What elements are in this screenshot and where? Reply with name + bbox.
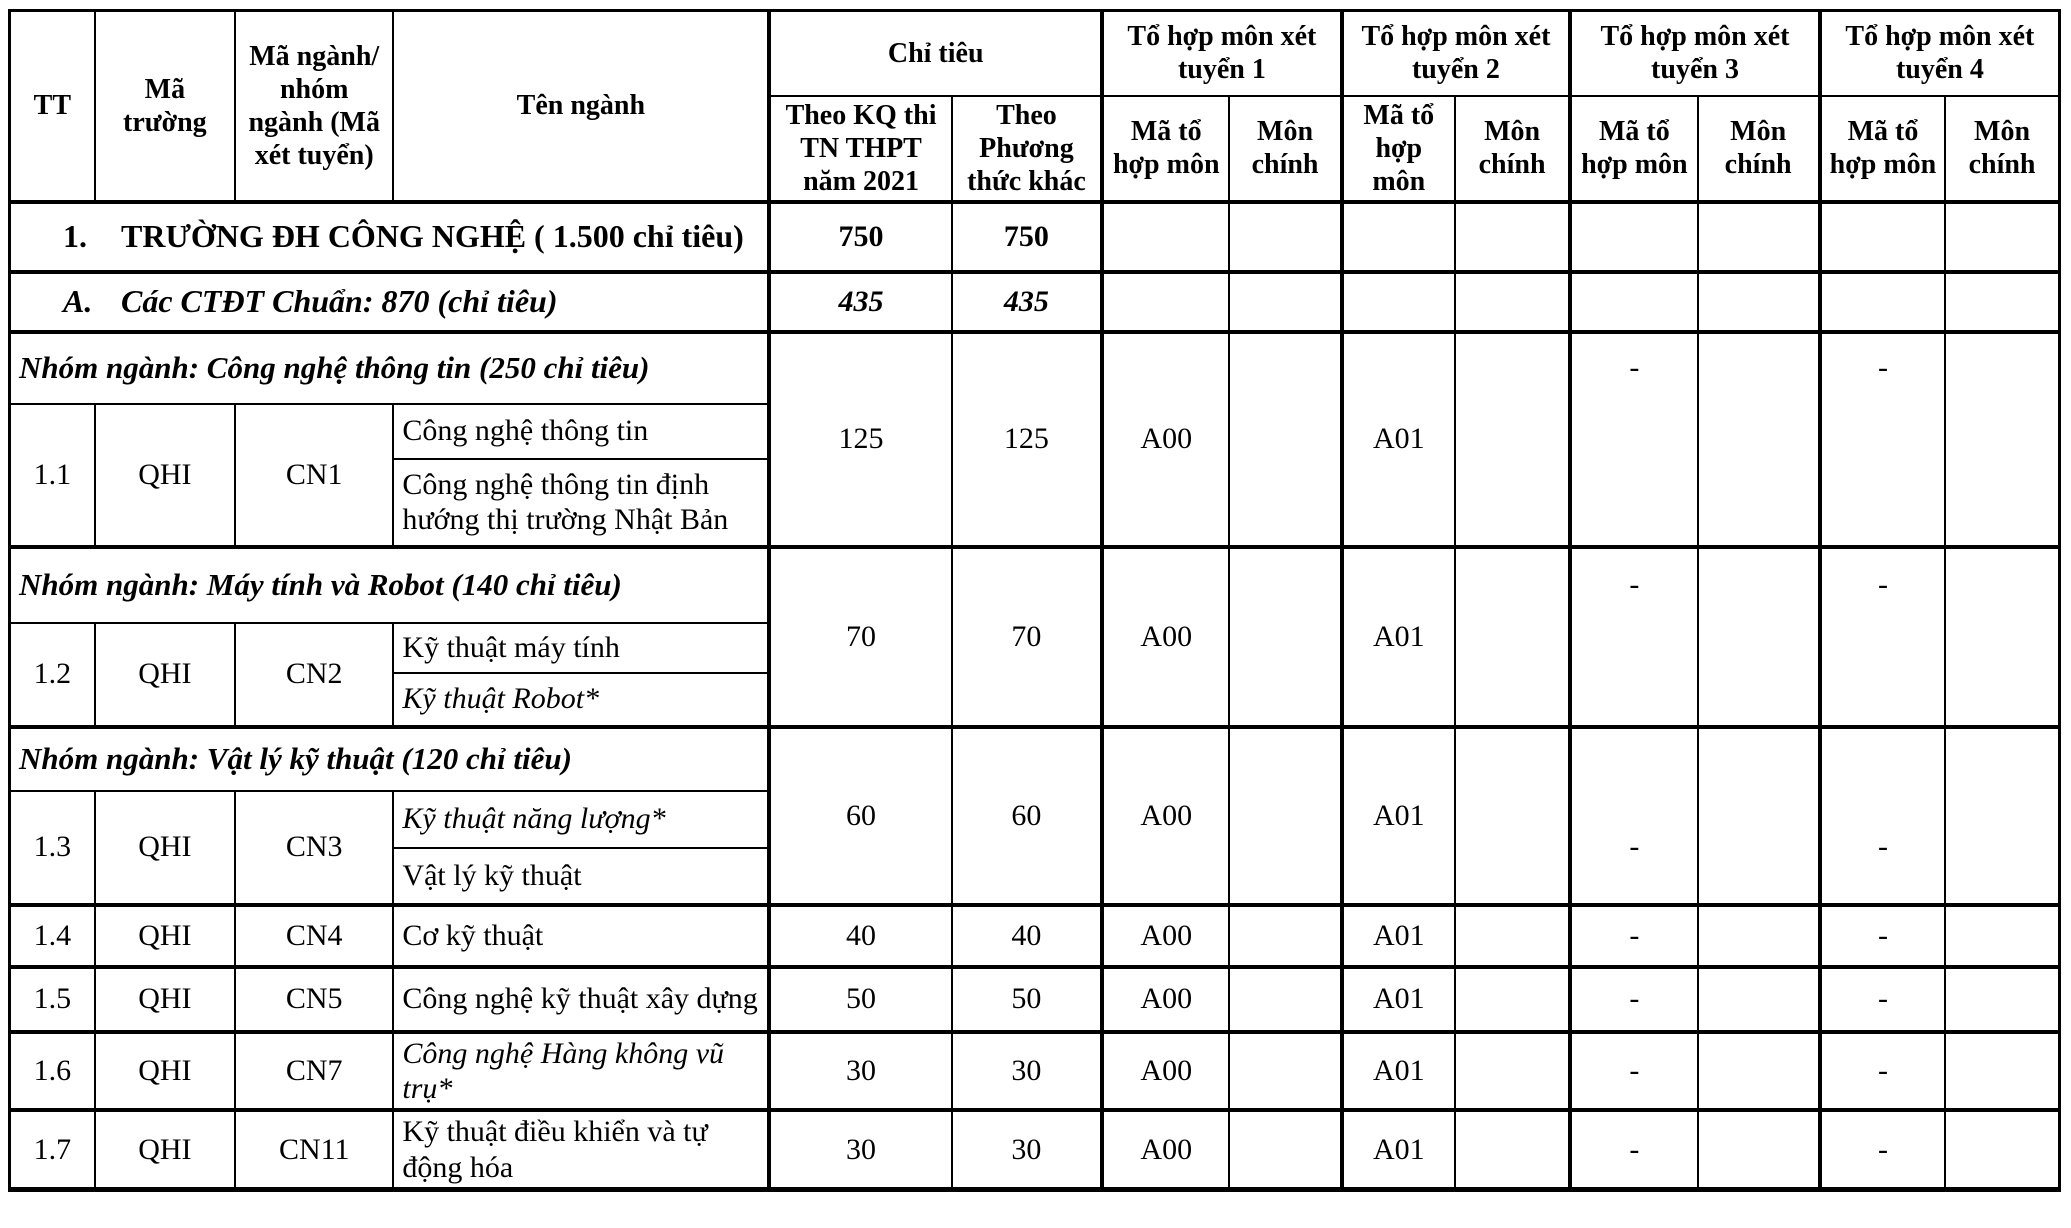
mon-chinh-2 (1455, 1032, 1570, 1111)
to-hop-4-code: - (1820, 905, 1945, 967)
group-header-to-hop-4: Tổ hợp môn xét tuyển 4 (1820, 11, 2060, 96)
empty-cell (1102, 272, 1229, 332)
row-index: 1.4 (10, 905, 95, 967)
mon-chinh-3 (1698, 1110, 1820, 1189)
empty-cell (1570, 202, 1697, 272)
empty-cell (1820, 272, 1945, 332)
to-hop-1-code: A00 (1102, 332, 1229, 547)
quota-other: 30 (952, 1110, 1102, 1189)
mon-chinh-3 (1698, 332, 1820, 547)
col-header-mon-chinh-2: Môn chính (1455, 96, 1570, 202)
mon-chinh-4 (1945, 332, 2059, 547)
to-hop-1-code: A00 (1102, 905, 1229, 967)
quota-thpt: 40 (769, 905, 951, 967)
col-header-ma-to-hop-2: Mã tổ hợp môn (1342, 96, 1455, 202)
mon-chinh-3 (1698, 967, 1820, 1032)
standard-programs-name: Các CTĐT Chuẩn: 870 (chỉ tiêu) (121, 282, 558, 319)
to-hop-2-code: A01 (1342, 332, 1455, 547)
school-code: QHI (95, 623, 235, 727)
row-index: 1.5 (10, 967, 95, 1032)
major-name: Vật lý kỹ thuật (393, 848, 769, 905)
col-header-ma-truong: Mã trường (95, 11, 235, 202)
school-code: QHI (95, 1110, 235, 1189)
quota-thpt: 30 (769, 1110, 951, 1189)
col-header-mon-chinh-3: Môn chính (1698, 96, 1820, 202)
group-header-chi-tieu: Chỉ tiêu (769, 11, 1102, 96)
quota-thpt: 30 (769, 1032, 951, 1111)
row-group-cntt (10, 332, 2060, 404)
to-hop-4-code: - (1820, 967, 1945, 1032)
mon-chinh-2 (1455, 332, 1570, 547)
major-name: Công nghệ kỹ thuật xây dựng (393, 967, 769, 1032)
mon-chinh-4 (1945, 547, 2059, 727)
major-name: Công nghệ Hàng không vũ trụ* (393, 1032, 769, 1111)
major-code: CN4 (235, 905, 393, 967)
row-1-4 (10, 905, 2060, 967)
quota-other: 435 (952, 272, 1102, 332)
major-name: Kỹ thuật máy tính (393, 623, 769, 673)
empty-cell (1455, 202, 1570, 272)
group-title-vatly: Nhóm ngành: Vật lý kỹ thuật (120 chỉ tiêu) (10, 727, 770, 791)
quota-thpt: 70 (769, 547, 951, 727)
mon-chinh-2 (1455, 1110, 1570, 1189)
row-index: 1.6 (10, 1032, 95, 1111)
to-hop-4-code: - (1820, 727, 1945, 905)
mon-chinh-1 (1229, 727, 1341, 905)
col-header-mon-chinh-4: Môn chính (1945, 96, 2059, 202)
to-hop-4-code: - (1820, 332, 1945, 547)
major-name: Kỹ thuật điều khiển và tự động hóa (393, 1110, 769, 1189)
quota-other: 125 (952, 332, 1102, 547)
mon-chinh-2 (1455, 727, 1570, 905)
to-hop-3-code: - (1570, 547, 1697, 727)
major-name: Cơ kỹ thuật (393, 905, 769, 967)
mon-chinh-3 (1698, 905, 1820, 967)
col-header-ma-to-hop-4: Mã tổ hợp môn (1820, 96, 1945, 202)
empty-cell (1102, 202, 1229, 272)
mon-chinh-4 (1945, 727, 2059, 905)
standard-programs-title (10, 272, 770, 332)
col-header-ten-nganh: Tên ngành (393, 11, 769, 202)
to-hop-3-code: - (1570, 1110, 1697, 1189)
row-index: 1.1 (10, 404, 95, 547)
section-letter: A. (63, 282, 93, 319)
to-hop-2-code: A01 (1342, 1032, 1455, 1111)
mon-chinh-1 (1229, 547, 1341, 727)
row-1-6 (10, 1032, 2060, 1111)
group-header-to-hop-3: Tổ hợp môn xét tuyển 3 (1570, 11, 1820, 96)
quota-other: 70 (952, 547, 1102, 727)
admissions-quota-table (8, 9, 2061, 1192)
mon-chinh-3 (1698, 547, 1820, 727)
school-code: QHI (95, 1032, 235, 1111)
mon-chinh-4 (1945, 1032, 2059, 1111)
row-group-maytinh (10, 547, 2060, 623)
quota-thpt: 750 (769, 202, 951, 272)
major-code: CN1 (235, 404, 393, 547)
empty-cell (1570, 272, 1697, 332)
to-hop-2-code: A01 (1342, 967, 1455, 1032)
school-code: QHI (95, 791, 235, 905)
mon-chinh-4 (1945, 1110, 2059, 1189)
section-number: 1. (63, 217, 87, 254)
row-standard-programs (10, 272, 2060, 332)
empty-cell (1698, 202, 1820, 272)
mon-chinh-2 (1455, 547, 1570, 727)
group-title-cntt: Nhóm ngành: Công nghệ thông tin (250 chỉ tiêu) (10, 332, 770, 404)
major-code: CN2 (235, 623, 393, 727)
major-code: CN7 (235, 1032, 393, 1111)
row-index: 1.2 (10, 623, 95, 727)
empty-cell (1945, 202, 2059, 272)
major-name: Công nghệ thông tin định hướng thị trường Nhật Bản (393, 459, 769, 547)
group-header-to-hop-2: Tổ hợp môn xét tuyển 2 (1342, 11, 1571, 96)
group-title-maytinh: Nhóm ngành: Máy tính và Robot (140 chỉ tiêu) (10, 547, 770, 623)
major-code: CN11 (235, 1110, 393, 1189)
quota-other: 50 (952, 967, 1102, 1032)
col-header-ma-nganh: Mã ngành/ nhóm ngành (Mã xét tuyển) (235, 11, 393, 202)
to-hop-3-code: - (1570, 905, 1697, 967)
empty-cell (1229, 202, 1341, 272)
to-hop-3-code: - (1570, 1032, 1697, 1111)
to-hop-4-code: - (1820, 547, 1945, 727)
major-name: Công nghệ thông tin (393, 404, 769, 459)
empty-cell (1229, 272, 1341, 332)
to-hop-2-code: A01 (1342, 547, 1455, 727)
mon-chinh-4 (1945, 967, 2059, 1032)
quota-other: 30 (952, 1032, 1102, 1111)
col-header-ma-to-hop-3: Mã tổ hợp môn (1570, 96, 1697, 202)
to-hop-2-code: A01 (1342, 1110, 1455, 1189)
major-name: Kỹ thuật năng lượng* (393, 791, 769, 848)
header-row-groups (10, 11, 2060, 96)
quota-other: 60 (952, 727, 1102, 905)
to-hop-1-code: A00 (1102, 1110, 1229, 1189)
empty-cell (1698, 272, 1820, 332)
to-hop-2-code: A01 (1342, 905, 1455, 967)
school-code: QHI (95, 967, 235, 1032)
col-header-mon-chinh-1: Môn chính (1229, 96, 1341, 202)
to-hop-1-code: A00 (1102, 547, 1229, 727)
to-hop-1-code: A00 (1102, 1032, 1229, 1111)
mon-chinh-1 (1229, 967, 1341, 1032)
row-university-total (10, 202, 2060, 272)
row-index: 1.3 (10, 791, 95, 905)
to-hop-3-code: - (1570, 727, 1697, 905)
col-header-tt: TT (10, 11, 95, 202)
mon-chinh-1 (1229, 905, 1341, 967)
empty-cell (1455, 272, 1570, 332)
to-hop-1-code: A00 (1102, 967, 1229, 1032)
mon-chinh-3 (1698, 1032, 1820, 1111)
university-title (10, 202, 770, 272)
mon-chinh-1 (1229, 1110, 1341, 1189)
to-hop-3-code: - (1570, 967, 1697, 1032)
quota-thpt: 435 (769, 272, 951, 332)
empty-cell (1945, 272, 2059, 332)
school-code: QHI (95, 905, 235, 967)
to-hop-4-code: - (1820, 1110, 1945, 1189)
major-code: CN3 (235, 791, 393, 905)
to-hop-1-code: A00 (1102, 727, 1229, 905)
mon-chinh-2 (1455, 905, 1570, 967)
empty-cell (1342, 272, 1455, 332)
to-hop-2-code: A01 (1342, 727, 1455, 905)
empty-cell (1820, 202, 1945, 272)
mon-chinh-3 (1698, 727, 1820, 905)
quota-thpt: 60 (769, 727, 951, 905)
mon-chinh-2 (1455, 967, 1570, 1032)
quota-other: 750 (952, 202, 1102, 272)
school-code: QHI (95, 404, 235, 547)
mon-chinh-4 (1945, 905, 2059, 967)
mon-chinh-1 (1229, 1032, 1341, 1111)
mon-chinh-1 (1229, 332, 1341, 547)
quota-thpt: 50 (769, 967, 951, 1032)
group-header-to-hop-1: Tổ hợp môn xét tuyển 1 (1102, 11, 1342, 96)
major-code: CN5 (235, 967, 393, 1032)
row-index: 1.7 (10, 1110, 95, 1189)
empty-cell (1342, 202, 1455, 272)
quota-other: 40 (952, 905, 1102, 967)
col-header-theo-kq: Theo KQ thi TN THPT năm 2021 (769, 96, 951, 202)
to-hop-3-code: - (1570, 332, 1697, 547)
col-header-theo-pt: Theo Phương thức khác (952, 96, 1102, 202)
row-1-7 (10, 1110, 2060, 1189)
row-1-5 (10, 967, 2060, 1032)
row-group-vatly (10, 727, 2060, 791)
university-name: TRƯỜNG ĐH CÔNG NGHỆ ( 1.500 chỉ tiêu) (121, 217, 744, 254)
to-hop-4-code: - (1820, 1032, 1945, 1111)
major-name: Kỹ thuật Robot* (393, 673, 769, 727)
quota-thpt: 125 (769, 332, 951, 547)
col-header-ma-to-hop-1: Mã tổ hợp môn (1102, 96, 1229, 202)
